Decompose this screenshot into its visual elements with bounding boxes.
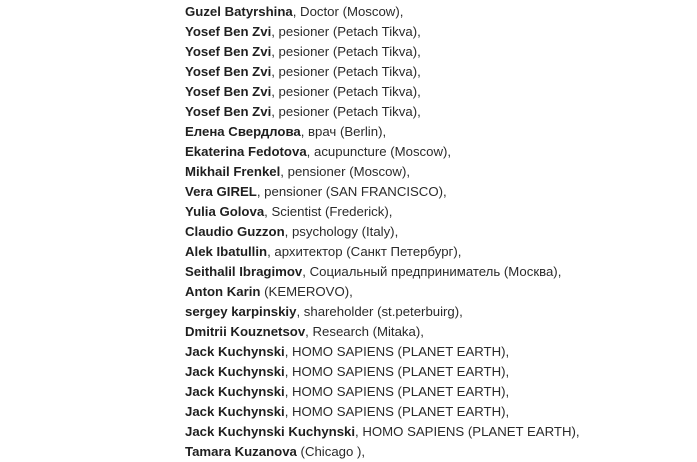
- signatory-name: Alek Ibatullin: [185, 244, 268, 259]
- signatory-detail: , Doctor (Moscow),: [292, 4, 404, 19]
- signatory-row: [185, 42, 690, 62]
- signatory-name: Ekaterina Fedotova: [185, 144, 307, 159]
- signatory-name: Mikhail Frenkel: [185, 164, 281, 179]
- signatory-detail: , врач (Berlin),: [300, 124, 387, 139]
- signatory-name: Vera GIREL: [185, 184, 257, 199]
- signatory-name: Елена Свердлова: [185, 124, 301, 139]
- signatory-detail: , shareholder (st.peterbuirg),: [296, 304, 463, 319]
- signatory-name: Yosef Ben Zvi: [185, 24, 272, 39]
- signatory-name: Dmitrii Kouznetsov: [185, 324, 306, 339]
- signatory-row: [185, 282, 690, 302]
- signatory-detail: , HOMO SAPIENS (PLANET EARTH),: [284, 364, 510, 379]
- signatory-detail: , pesioner (Petach Tikva),: [271, 64, 421, 79]
- signatory-detail: , HOMO SAPIENS (PLANET EARTH),: [284, 384, 510, 399]
- signatory-detail: , pensioner (Moscow),: [280, 164, 411, 179]
- signatory-row: [185, 242, 690, 262]
- signatory-detail: , pesioner (Petach Tikva),: [271, 104, 421, 119]
- signatory-detail: , Scientist (Frederick),: [264, 204, 393, 219]
- signatory-row: [185, 62, 690, 82]
- signatory-row: [185, 442, 690, 462]
- signatory-row: [185, 82, 690, 102]
- signatory-detail: , pensioner (SAN FRANCISCO),: [256, 184, 447, 199]
- signatory-detail: , acupuncture (Moscow),: [306, 144, 452, 159]
- signatory-detail: , pesioner (Petach Tikva),: [271, 44, 421, 59]
- signatory-row: [185, 222, 690, 242]
- signatory-detail: , HOMO SAPIENS (PLANET EARTH),: [284, 404, 510, 419]
- signatory-row: [185, 122, 690, 142]
- signatory-name: Yosef Ben Zvi: [185, 84, 272, 99]
- signatory-detail: , HOMO SAPIENS (PLANET EARTH),: [355, 424, 580, 439]
- signatory-row: [185, 302, 690, 322]
- signatory-name: Jack Kuchynski: [185, 364, 285, 379]
- signatory-row: [185, 342, 690, 362]
- signatory-name: Guzel Batyrshina: [185, 4, 293, 19]
- signatory-row: [185, 262, 690, 282]
- signatory-row: [185, 22, 690, 42]
- signatory-row: [185, 402, 690, 422]
- signatory-detail: , pesioner (Petach Tikva),: [271, 24, 421, 39]
- signatory-detail: , pesioner (Petach Tikva),: [271, 84, 421, 99]
- signatory-name: Claudio Guzzon: [185, 224, 285, 239]
- signatory-detail: , HOMO SAPIENS (PLANET EARTH),: [284, 344, 510, 359]
- signatory-row: [185, 322, 690, 342]
- signatory-row: [185, 202, 690, 222]
- signatory-name: Yosef Ben Zvi: [185, 104, 272, 119]
- signatory-name: Tamara Kuzanova: [185, 444, 297, 459]
- signatory-name: Jack Kuchynski: [185, 344, 285, 359]
- signatory-name: Yulia Golova: [185, 204, 265, 219]
- signatory-name: Yosef Ben Zvi: [185, 64, 272, 79]
- signatory-detail: , psychology (Italy),: [284, 224, 399, 239]
- signatory-name: Anton Karin: [185, 284, 261, 299]
- signatory-detail: (Chicago ),: [296, 444, 366, 459]
- signatory-detail: (KEMEROVO),: [260, 284, 353, 299]
- signatory-detail: , Социальный предприниматель (Москва),: [302, 264, 562, 279]
- signatory-list: [185, 2, 690, 462]
- signatory-name: Jack Kuchynski: [185, 404, 285, 419]
- signatory-name: sergey karpinskiy: [185, 304, 297, 319]
- signatory-name: Seithalil Ibragimov: [185, 264, 303, 279]
- signatory-row: [185, 182, 690, 202]
- signatory-name: Yosef Ben Zvi: [185, 44, 272, 59]
- signatory-row: [185, 102, 690, 122]
- signatory-row: [185, 162, 690, 182]
- signatory-name: Jack Kuchynski: [185, 384, 285, 399]
- signatory-row: [185, 2, 690, 22]
- signatory-name: Jack Kuchynski Kuchynski: [185, 424, 356, 439]
- signatory-row: [185, 422, 690, 442]
- signatory-row: [185, 362, 690, 382]
- signatory-row: [185, 382, 690, 402]
- signatory-row: [185, 142, 690, 162]
- signatory-detail: , архитектор (Санкт Петербург),: [267, 244, 462, 259]
- signatory-detail: , Research (Mitaka),: [305, 324, 424, 339]
